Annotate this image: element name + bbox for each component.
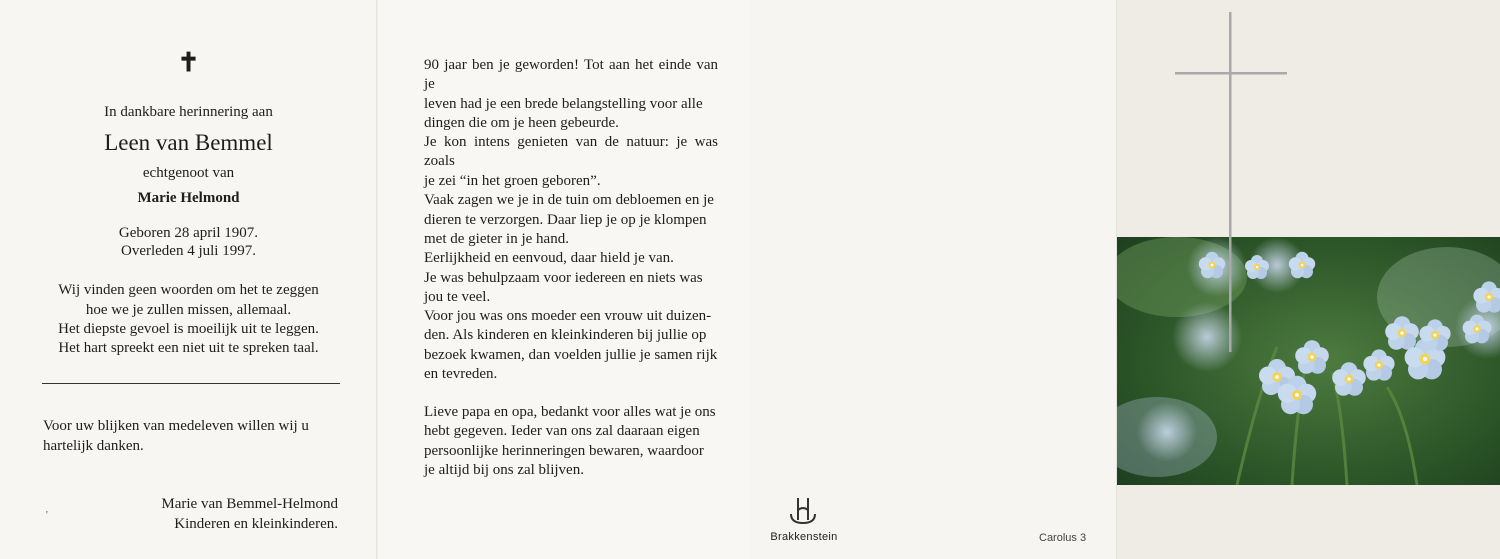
signature-line: Kinderen en kleinkinderen. [174, 516, 338, 532]
brakkenstein-logo-icon [789, 496, 817, 526]
paragraph-line: Je was behulpzaam voor iedereen en niets was [424, 269, 703, 286]
spouse-label: echtgenoot van [142, 165, 235, 181]
signature [88, 494, 338, 534]
memorial-paragraph [424, 403, 718, 481]
paragraph-line: Lieve papa en opa, bedankt voor alles wat je ons [424, 404, 716, 420]
paragraph-line: leven had je een brede belangstelling voor alle [424, 95, 703, 112]
birth-date: Geboren 28 april 1907. [118, 225, 259, 241]
paragraph-line: dingen die om je heen gebeurde. [424, 115, 619, 132]
card-model: Carolus 3 [1039, 532, 1087, 544]
left-panel [0, 0, 377, 559]
paragraph-line: 90 jaar ben je geworden! Tot aan het einde van je [424, 57, 718, 93]
poem-line: hoe we je zullen missen, allemaal. [85, 302, 292, 318]
thanks-text [43, 416, 343, 456]
paragraph-line: jou te veel. [424, 289, 491, 306]
paragraph-line: hebt gegeven. Ieder van ons zal daaraan eigen [424, 423, 700, 440]
deceased-name: Leen van Bemmel [104, 130, 273, 155]
speck: ' [46, 510, 48, 521]
paragraph-line: persoonlijke herinneringen bewaren, waardoor [424, 442, 704, 459]
middle-panel [378, 0, 750, 559]
cross-icon: ✝ [177, 48, 200, 77]
memorial-paragraph [424, 133, 718, 308]
paragraph-line: Vaak zagen we je in de tuin om debloemen en je [424, 192, 714, 209]
poem-line: Het diepste gevoel is moeilijk uit te leggen. [58, 321, 319, 337]
back-panel [750, 0, 1117, 559]
memorial-paragraph [424, 56, 718, 134]
paragraph-line: bezoek kwamen, dan voelden jullie je samen rijk [424, 346, 718, 363]
poem-line: Wij vinden geen woorden om het te zeggen [58, 282, 319, 298]
publisher-name: Brakkenstein [770, 531, 838, 543]
poem-line: Het hart spreekt een niet uit te spreken taal. [58, 340, 319, 356]
silver-cross-icon [1175, 12, 1287, 352]
intro-text: In dankbare herinnering aan [104, 104, 273, 120]
paragraph-line: Eerlijkheid en eenvoud, daar hield je van. [424, 250, 674, 267]
death-date: Overleden 4 juli 1997. [121, 243, 256, 259]
memorial-paragraph [424, 307, 718, 385]
paragraph-line: je zei “in het groen geboren”. [424, 172, 601, 189]
signature-line: Marie van Bemmel-Helmond [161, 496, 338, 512]
paragraph-line: met de gieter in je hand. [424, 231, 569, 248]
paragraph-line: dieren te verzorgen. Daar liep je op je klompen [424, 211, 707, 228]
thanks-line: Voor uw blijken van medeleven willen wij u [43, 418, 309, 434]
paragraph-line: Je kon intens genieten van de natuur: je was zoals [424, 134, 718, 170]
paragraph-line: je altijd bij ons zal blijven. [424, 462, 584, 479]
paragraph-line: den. Als kinderen en kleinkinderen bij jullie op [424, 327, 707, 344]
paragraph-line: en tevreden. [424, 366, 498, 383]
divider [42, 383, 340, 384]
spouse-name: Marie Helmond [137, 190, 240, 206]
paragraph-line: Voor jou was ons moeder een vrouw uit duizen- [424, 308, 712, 324]
thanks-line: hartelijk danken. [43, 438, 144, 454]
